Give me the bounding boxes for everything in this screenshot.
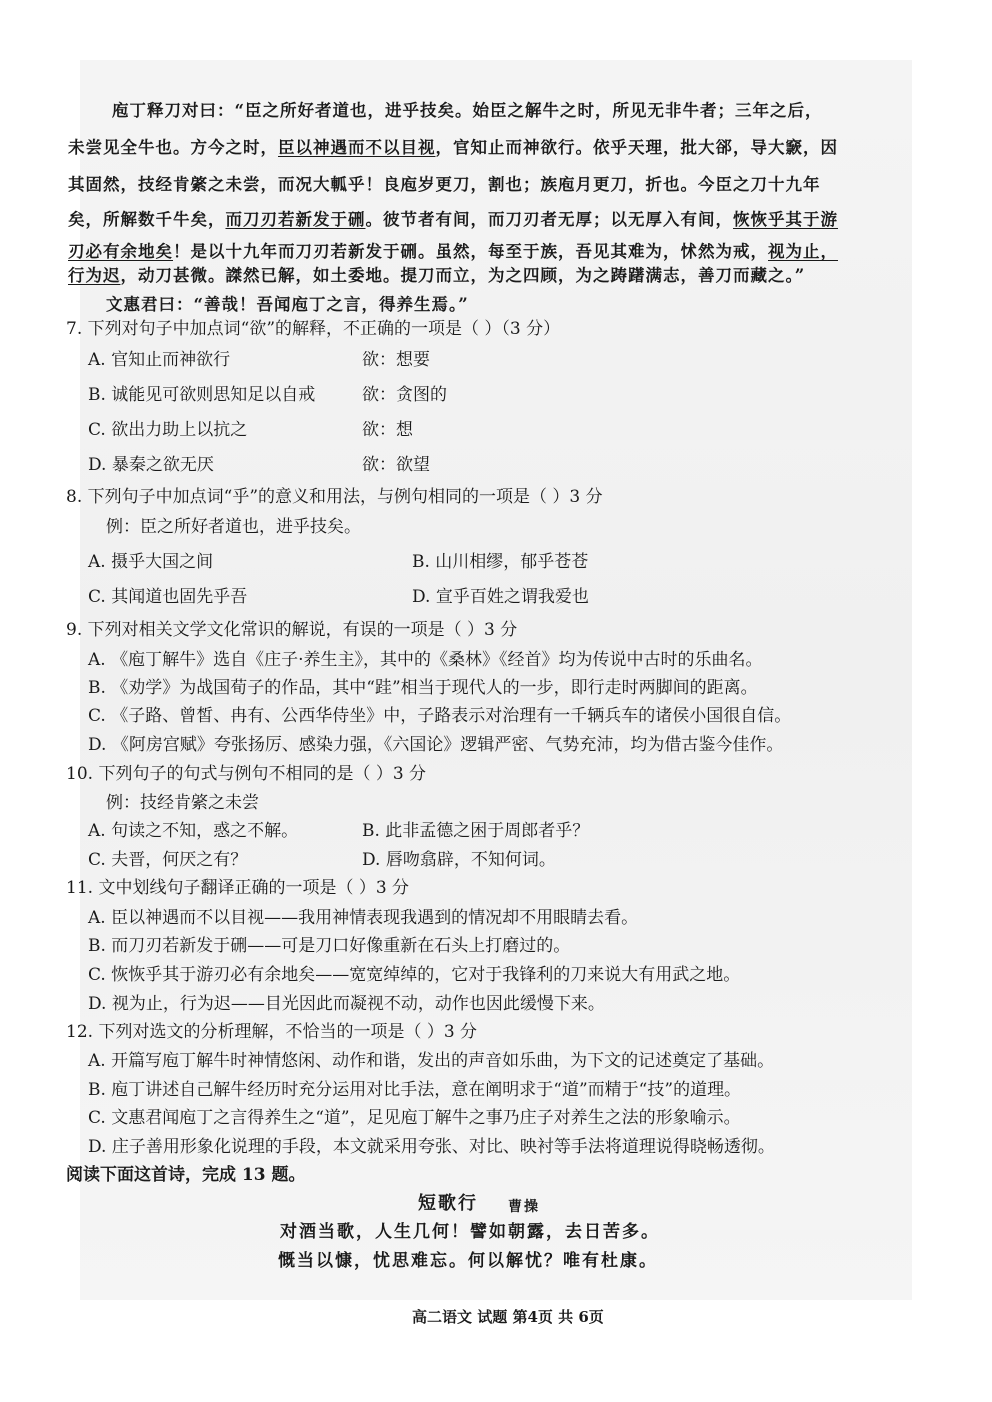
q7-gloss-b: 欲：贪图的 <box>362 385 447 405</box>
passage-text: 未尝见全牛也。方今之时， <box>68 138 278 157</box>
underlined-sentence-1: 臣以神遇而不以目视 <box>278 138 436 157</box>
q10-option-b: B. 此非孟德之困于周郎者乎？ <box>362 821 590 841</box>
question-8-stem: 8. 下列句子中加点词“乎”的意义和用法，与例句相同的一项是（ ）3 分 <box>66 487 603 507</box>
question-9-stem: 9. 下列对相关文学文化常识的解说，有误的一项是（ ）3 分 <box>66 620 518 640</box>
passage-line-5 <box>68 241 838 263</box>
q10-example: 例：技经肯綮之未尝 <box>106 793 259 813</box>
q11-option-b: B. 而刀刃若新发于硎——可是刀口好像重新在石头上打磨过的。 <box>88 936 571 956</box>
reading-prompt: 阅读下面这首诗，完成 13 题。 <box>66 1165 306 1185</box>
q12-option-a: A. 开篇写庖丁解牛时神情悠闲、动作和谐，发出的声音如乐曲，为下文的记述奠定了基础。 <box>88 1051 775 1071</box>
poem-title: 短歌行 <box>418 1193 478 1214</box>
q9-option-d: D. 《阿房宫赋》夸张扬厉、感染力强，《六国论》逻辑严密、气势充沛，均为借古鉴今佳作。 <box>88 735 784 755</box>
q10-option-c: C. 夫晋，何厌之有？ <box>88 850 248 870</box>
q7-gloss-c: 欲：想 <box>362 420 413 440</box>
poem-author: 曹操 <box>508 1199 540 1215</box>
q8-option-c: C. 其闻道也固先乎吾 <box>88 587 248 607</box>
q7-option-c: C. 欲出力助上以抗之 <box>88 420 248 440</box>
underlined-sentence-3-cont: 刃必有余地矣 <box>68 242 173 261</box>
poem-line-2: 慨当以慷，忧思难忘。何以解忧？唯有杜康。 <box>278 1251 658 1271</box>
q7-option-b: B. 诚能见可欲则思知足以自戒 <box>88 385 316 405</box>
underlined-sentence-4-cont: 行为迟 <box>68 266 121 285</box>
underlined-sentence-3: 恢恢乎其于游 <box>733 210 838 229</box>
q9-option-c: C. 《子路、曾皙、冉有、公西华侍坐》中，子路表示对治理有一千辆兵车的诸侯小国很自信。 <box>88 706 792 726</box>
passage-text: 。彼节者有间，而刀刃者无厚；以无厚入有间， <box>365 210 733 229</box>
q8-option-a: A. 摄乎大国之间 <box>88 552 214 572</box>
question-10-stem: 10. 下列句子的句式与例句不相同的是（ ）3 分 <box>66 764 427 784</box>
q11-option-d: D. 视为止，行为迟——目光因此而凝视不动，动作也因此缓慢下来。 <box>88 994 605 1014</box>
passage-line-1: 庖丁释刀对曰：“臣之所好者道也，进乎技矣。始臣之解牛之时，所见无非牛者；三年之后， <box>112 101 823 120</box>
passage-line-6 <box>68 265 805 287</box>
q8-option-b: B. 山川相缪，郁乎苍苍 <box>412 552 589 572</box>
poem-line-1: 对酒当歌，人生几何！譬如朝露，去日苦多。 <box>280 1222 660 1242</box>
q7-option-a: A. 官知止而神欲行 <box>88 350 231 370</box>
q10-option-a: A. 句读之不知，惑之不解。 <box>88 821 299 841</box>
q9-option-a: A. 《庖丁解牛》选自《庄子·养生主》，其中的《桑林》《经首》均为传说中古时的乐曲名。 <box>88 650 763 670</box>
q12-option-b: B. 庖丁讲述自己解牛经历时充分运用对比手法，意在阐明求于“道”而精于“技”的道理。 <box>88 1080 742 1100</box>
q8-example: 例：臣之所好者道也，进乎技矣。 <box>106 517 361 537</box>
passage-line-4 <box>68 209 838 231</box>
passage-text: ，官知止而神欲行。依乎天理，批大郤，导大窾，因 <box>435 138 838 157</box>
q9-option-b: B. 《劝学》为战国荀子的作品，其中“跬”相当于现代人的一步，即行走时两脚间的距离。 <box>88 678 758 698</box>
passage-line-3: 其固然，技经肯綮之未尝，而况大軱乎！良庖岁更刀，割也；族庖月更刀，折也。今臣之刀十九年 <box>68 175 821 194</box>
passage-text: ！是以十九年而刀刃若新发于硎。虽然，每至于族，吾见其难为，怵然为戒， <box>173 242 768 261</box>
underlined-sentence-2: 而刀刃若新发于硎 <box>225 210 366 229</box>
q7-gloss-d: 欲：欲望 <box>362 455 430 475</box>
passage-text: 矣，所解数千牛矣， <box>68 210 226 229</box>
question-7-stem: 7. 下列对句子中加点词“欲”的解释，不正确的一项是（ ）（3 分） <box>66 319 561 339</box>
q10-option-d: D. 唇吻翕辟，不知何词。 <box>362 850 556 870</box>
underlined-sentence-4: 视为止， <box>768 242 838 261</box>
passage-text: ，动刀甚微。謋然已解，如土委地。提刀而立，为之四顾，为之踌躇满志，善刀而藏之。” <box>120 266 806 285</box>
q8-option-d: D. 宣乎百姓之谓我爱也 <box>412 587 589 607</box>
q7-gloss-a: 欲：想要 <box>362 350 430 370</box>
q11-option-c: C. 恢恢乎其于游刃必有余地矣——宽宽绰绰的，它对于我锋利的刀来说大有用武之地。 <box>88 965 741 985</box>
q12-option-d: D. 庄子善用形象化说理的手段，本文就采用夸张、对比、映衬等手法将道理说得晓畅透彻。 <box>88 1137 775 1157</box>
passage-line-7: 文惠君曰：“善哉！吾闻庖丁之言，得养生焉。” <box>106 295 469 314</box>
q12-option-c: C. 文惠君闻庖丁之言得养生之“道”，足见庖丁解牛之事乃庄子对养生之法的形象喻示。 <box>88 1108 741 1128</box>
question-12-stem: 12. 下列对选文的分析理解，不恰当的一项是（ ）3 分 <box>66 1022 478 1042</box>
passage-line-2 <box>68 137 838 159</box>
q7-option-d: D. 暴秦之欲无厌 <box>88 455 214 475</box>
page-footer: 高二语文 试题 第4页 共 6页 <box>412 1308 604 1326</box>
question-11-stem: 11. 文中划线句子翻译正确的一项是（ ）3 分 <box>66 878 410 898</box>
q11-option-a: A. 臣以神遇而不以目视——我用神情表现我遇到的情况却不用眼睛去看。 <box>88 908 639 928</box>
